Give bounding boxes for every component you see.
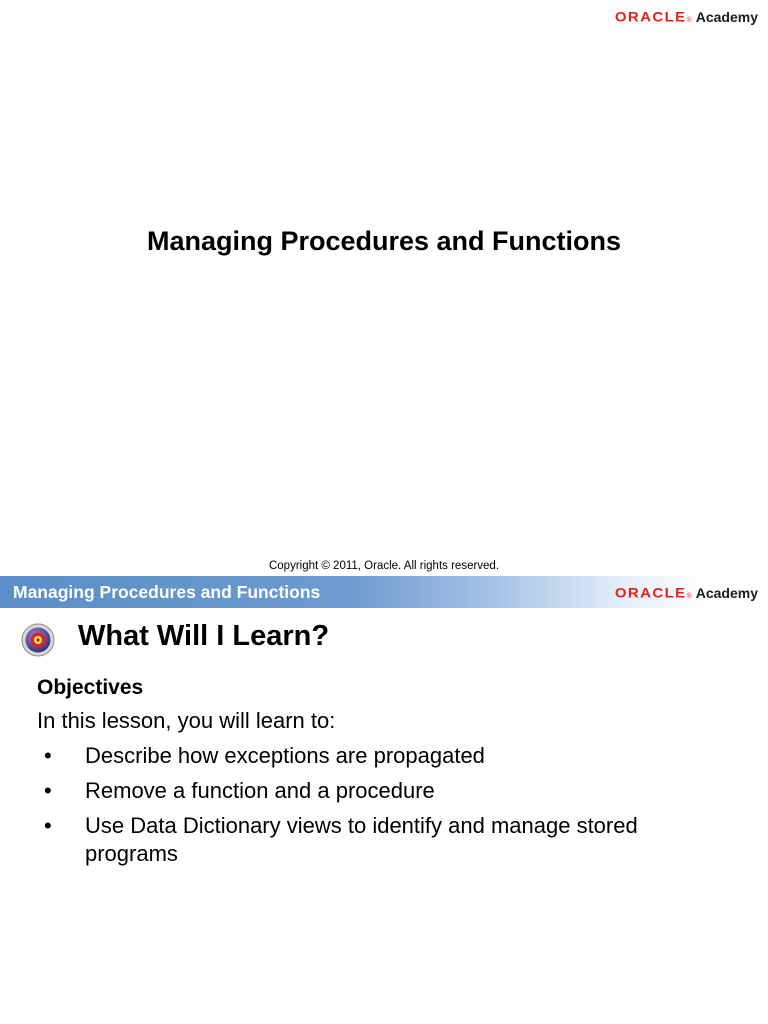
logo-registered-mark: ® [686, 593, 692, 600]
bullet-marker: • [44, 778, 52, 803]
logo-registered-mark: ® [686, 17, 692, 24]
list-item [0, 812, 768, 868]
objectives-list [0, 742, 768, 875]
target-icon [21, 623, 55, 657]
bullet-marker: • [44, 743, 52, 768]
copyright-text: Copyright © 2011, Oracle. All rights reserved. [268, 560, 500, 572]
oracle-academy-logo [615, 9, 758, 26]
content-slide [0, 576, 768, 1024]
logo-academy-text: Academy [695, 585, 758, 601]
logo-academy-text: Academy [695, 9, 758, 25]
list-item-text: Use Data Dictionary views to identify and manage stored programs [85, 813, 638, 866]
bullet-marker: • [44, 813, 52, 838]
slide-title: Managing Procedures and Functions [146, 226, 622, 256]
section-title: What Will I Learn? [78, 620, 330, 652]
intro-text: In this lesson, you will learn to: [37, 708, 336, 733]
oracle-academy-logo [615, 585, 758, 602]
logo-oracle-text: ORACLE [614, 9, 687, 26]
banner-title: Managing Procedures and Functions [13, 582, 321, 602]
list-item-text: Remove a function and a procedure [85, 778, 435, 803]
logo-oracle-text: ORACLE [614, 585, 687, 602]
list-item-text: Describe how exceptions are propagated [85, 743, 485, 768]
list-item [0, 742, 768, 770]
objectives-heading: Objectives [37, 676, 144, 699]
list-item [0, 777, 768, 805]
